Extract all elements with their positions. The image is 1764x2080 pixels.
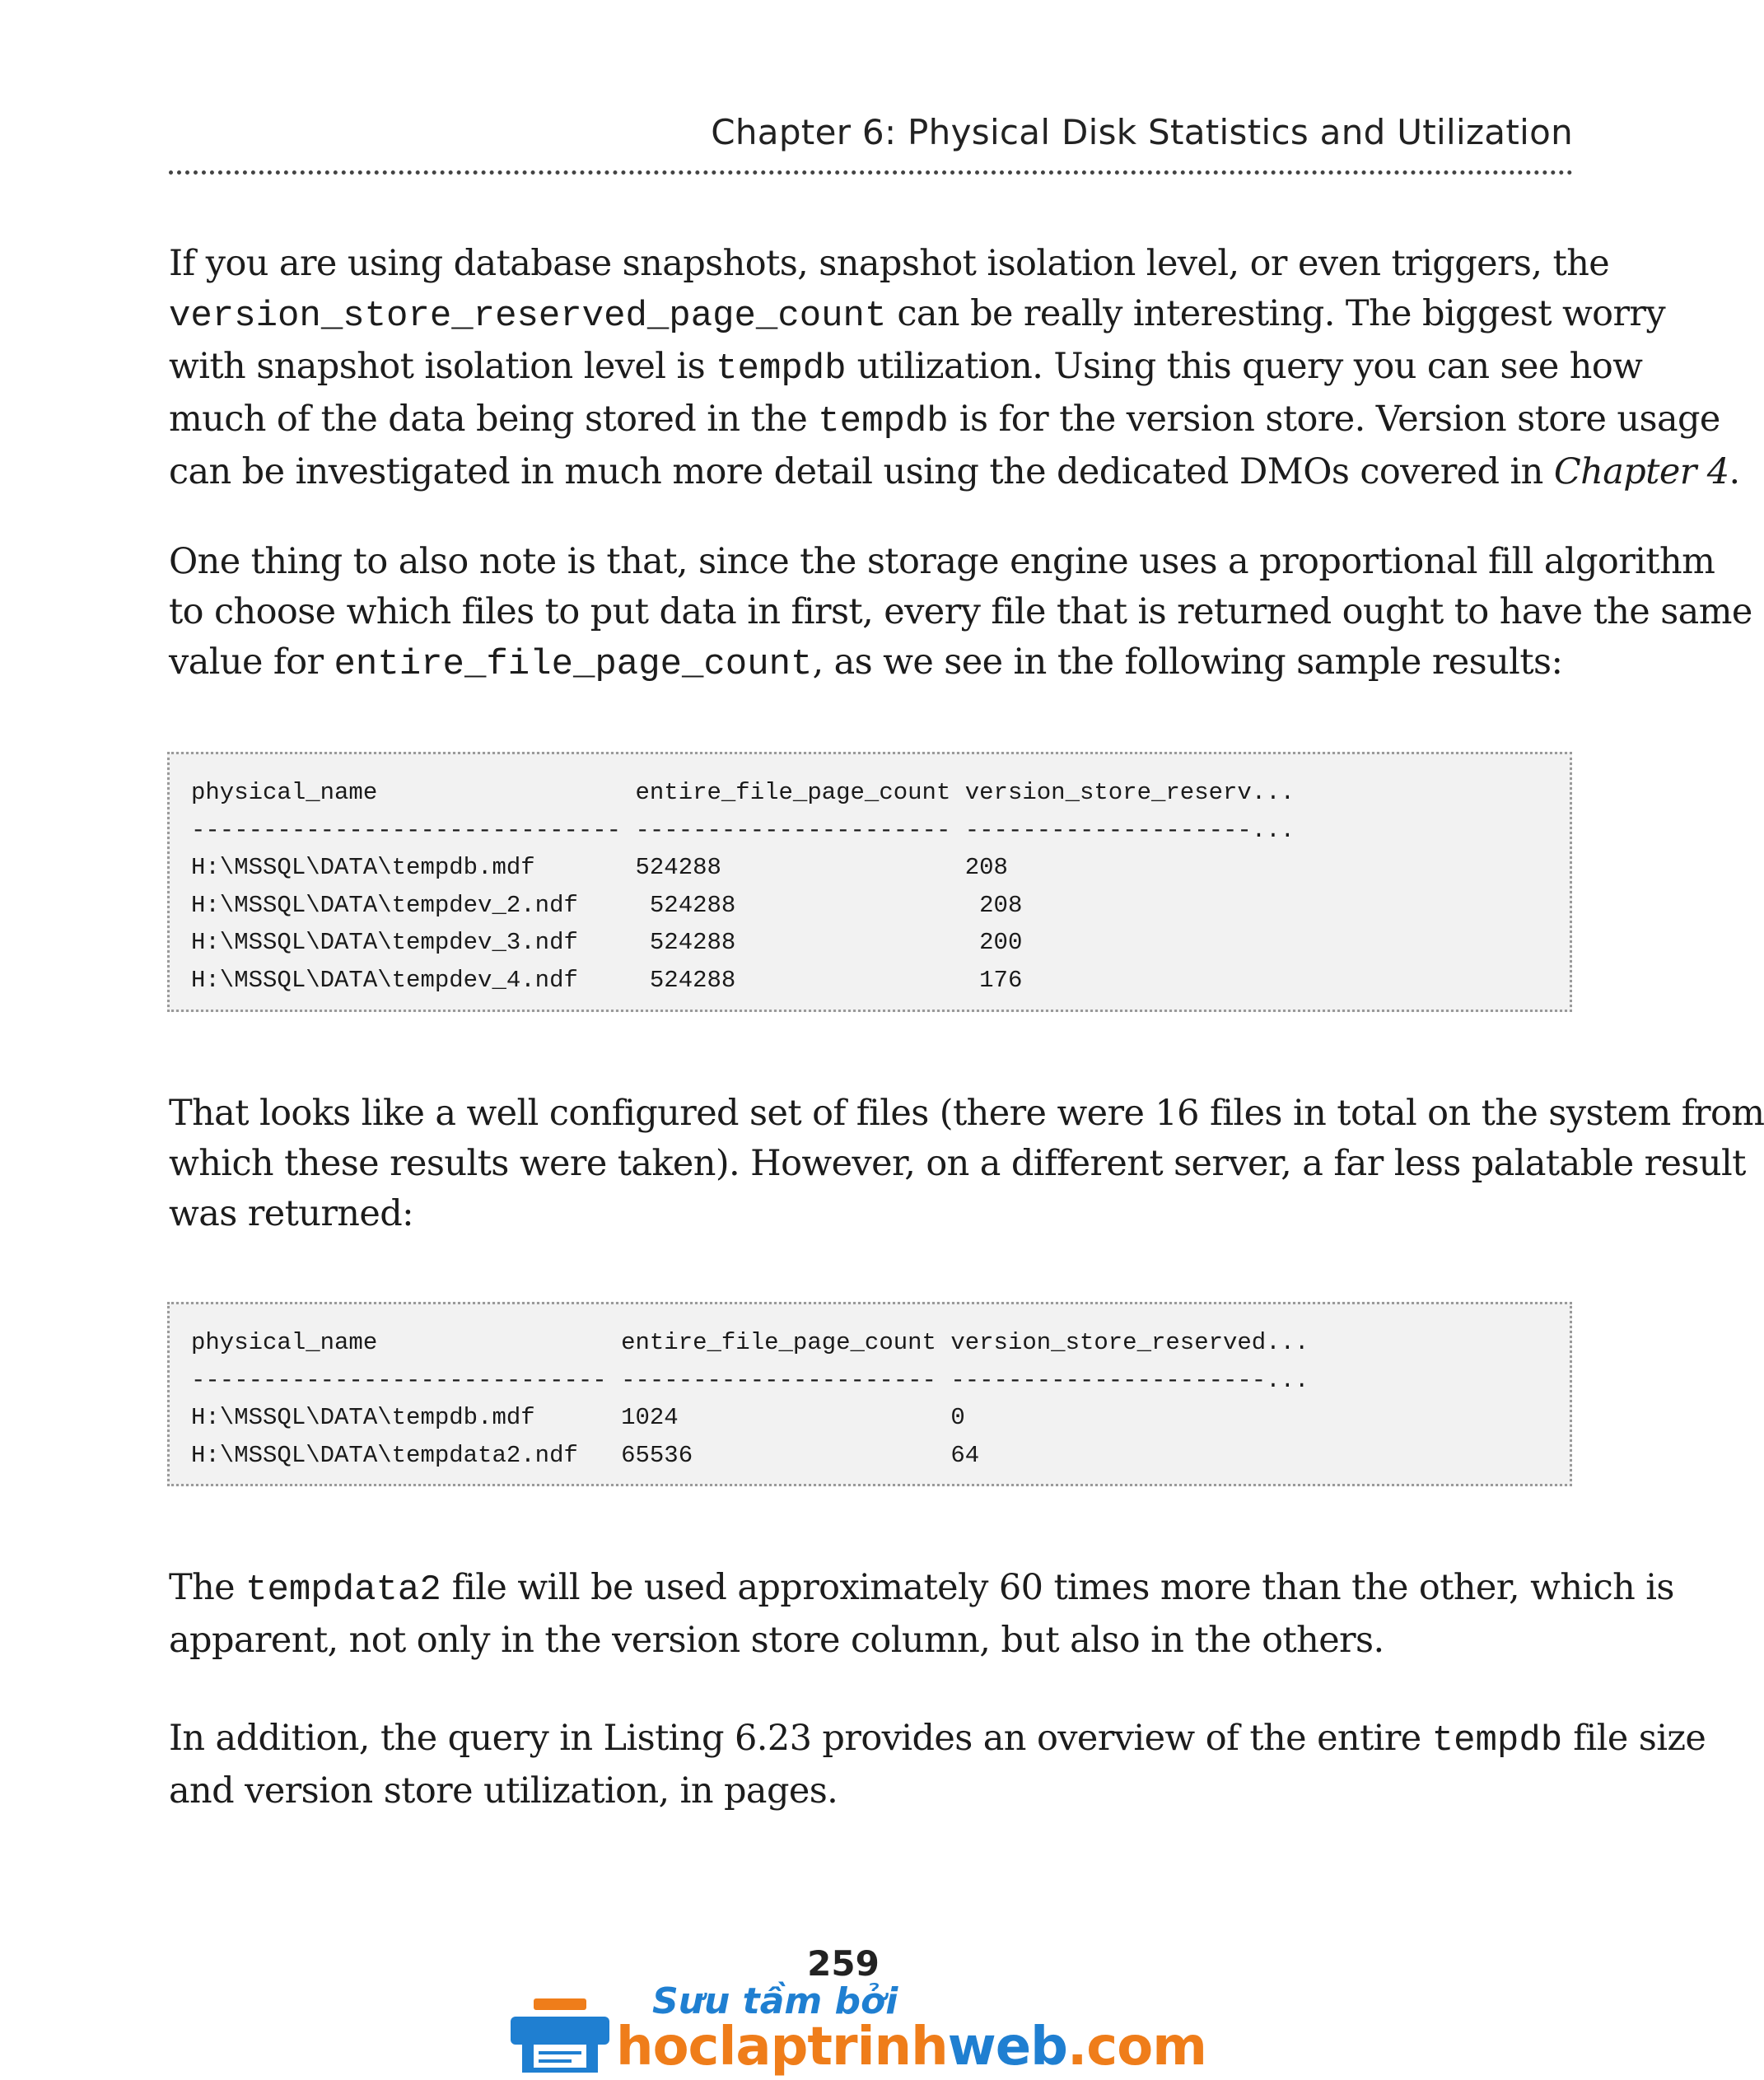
paragraph-line: One thing to also note is that, since the storage engine uses a proportional fill algorithm [169, 541, 1715, 582]
paragraph-listing-6-23 [169, 1714, 1706, 1817]
code-block-sample-results-2 [167, 1302, 1572, 1486]
inline-code: tempdb [1431, 1720, 1563, 1761]
text-run: file will be used approximately 60 times more than the other, which is [441, 1567, 1674, 1608]
text-run: In addition, the query in Listing 6.23 provides an overview of the entire [169, 1718, 1432, 1759]
text-run: utilization. Using this query you can see how [846, 346, 1643, 387]
paragraph-line [169, 394, 1720, 447]
paragraph-line: was returned: [169, 1193, 414, 1234]
text-run: with snapshot isolation level is [169, 346, 716, 387]
text-run: can be really interesting. The biggest worry [886, 293, 1666, 334]
paragraph-well-configured [169, 1089, 1764, 1239]
code-block-sample-results-1 [167, 752, 1572, 1012]
paragraph-line: and version store utilization, in pages. [169, 1770, 838, 1812]
chapter-reference: Chapter 4 [1553, 451, 1729, 492]
paragraph-line: to choose which files to put data in first, every file that is returned ought to have the same [169, 591, 1752, 632]
paragraph-tempdata2 [169, 1563, 1674, 1666]
page-number: 259 [807, 1943, 880, 1984]
paragraph-line: apparent, not only in the version store column, but also in the others. [169, 1620, 1384, 1661]
paragraph-line [169, 447, 1740, 497]
running-head: Chapter 6: Physical Disk Statistics and Utilization [711, 112, 1573, 152]
header-dotted-rule [169, 170, 1573, 175]
text-run: can be investigated in much more detail using the dedicated DMOs covered in [169, 451, 1554, 492]
watermark-tagline: Sưu tầm bởi [652, 1980, 898, 2022]
paragraph-line [169, 1714, 1706, 1766]
inline-code: tempdb [716, 348, 847, 389]
paragraph-line [169, 289, 1666, 342]
code-block-text: physical_name entire_file_page_count version_store_reserved... ----------------------------- ---------------------- ----------------------... H:\MSSQL\DATA\tempdb.mdf 1024 0 H:\MSSQL\DATA\tempdata2.ndf 65536 64 [191, 1329, 1309, 1469]
watermark [511, 1980, 1206, 2080]
paragraph-line: That looks like a well configured set of files (there were 16 files in total on the system from [169, 1093, 1764, 1134]
paragraph-line: which these results were taken). However, on a different server, a far less palatable result [169, 1143, 1746, 1184]
watermark-site-part: .com [1066, 2017, 1206, 2078]
code-block-text: physical_name entire_file_page_count version_store_reserv... ------------------------------ ---------------------- --------------------... H:\MSSQL\DATA\tempdb.mdf 524288 208 H:\MSSQL\DATA\tempdev_2.ndf 524288 208 H:\MSSQL\DATA\tempdev_3.ndf 524288 200 H:\MSSQL\DATA\tempdev_4.ndf 524288 176 [191, 779, 1295, 994]
paragraph-proportional-fill [169, 537, 1752, 690]
inline-code: tempdb [818, 401, 949, 442]
text-run: is for the version store. Version store usage [948, 399, 1720, 440]
watermark-site [616, 2017, 1206, 2078]
paragraph-line [169, 637, 1573, 690]
watermark-logo-icon [511, 1998, 609, 2080]
watermark-site-part: hoclaptrinh [616, 2017, 948, 2078]
inline-code: entire_file_page_count [334, 644, 813, 685]
text-run: value for [169, 641, 334, 683]
paragraph-line: If you are using database snapshots, snapshot isolation level, or even triggers, the [169, 243, 1610, 284]
text-run: , as we see in the following sample results: [812, 641, 1563, 683]
inline-code: tempdata2 [245, 1569, 441, 1611]
paragraph-line [169, 342, 1643, 394]
text-run: much of the data being stored in the [169, 399, 819, 440]
inline-code: version_store_reserved_page_count [169, 296, 887, 337]
text-run: file size [1562, 1718, 1706, 1759]
watermark-site-part: web [947, 2017, 1067, 2078]
paragraph-version-store [169, 239, 1740, 497]
text-run: The [169, 1567, 246, 1608]
text-run: . [1729, 451, 1740, 492]
paragraph-line [169, 1563, 1674, 1616]
